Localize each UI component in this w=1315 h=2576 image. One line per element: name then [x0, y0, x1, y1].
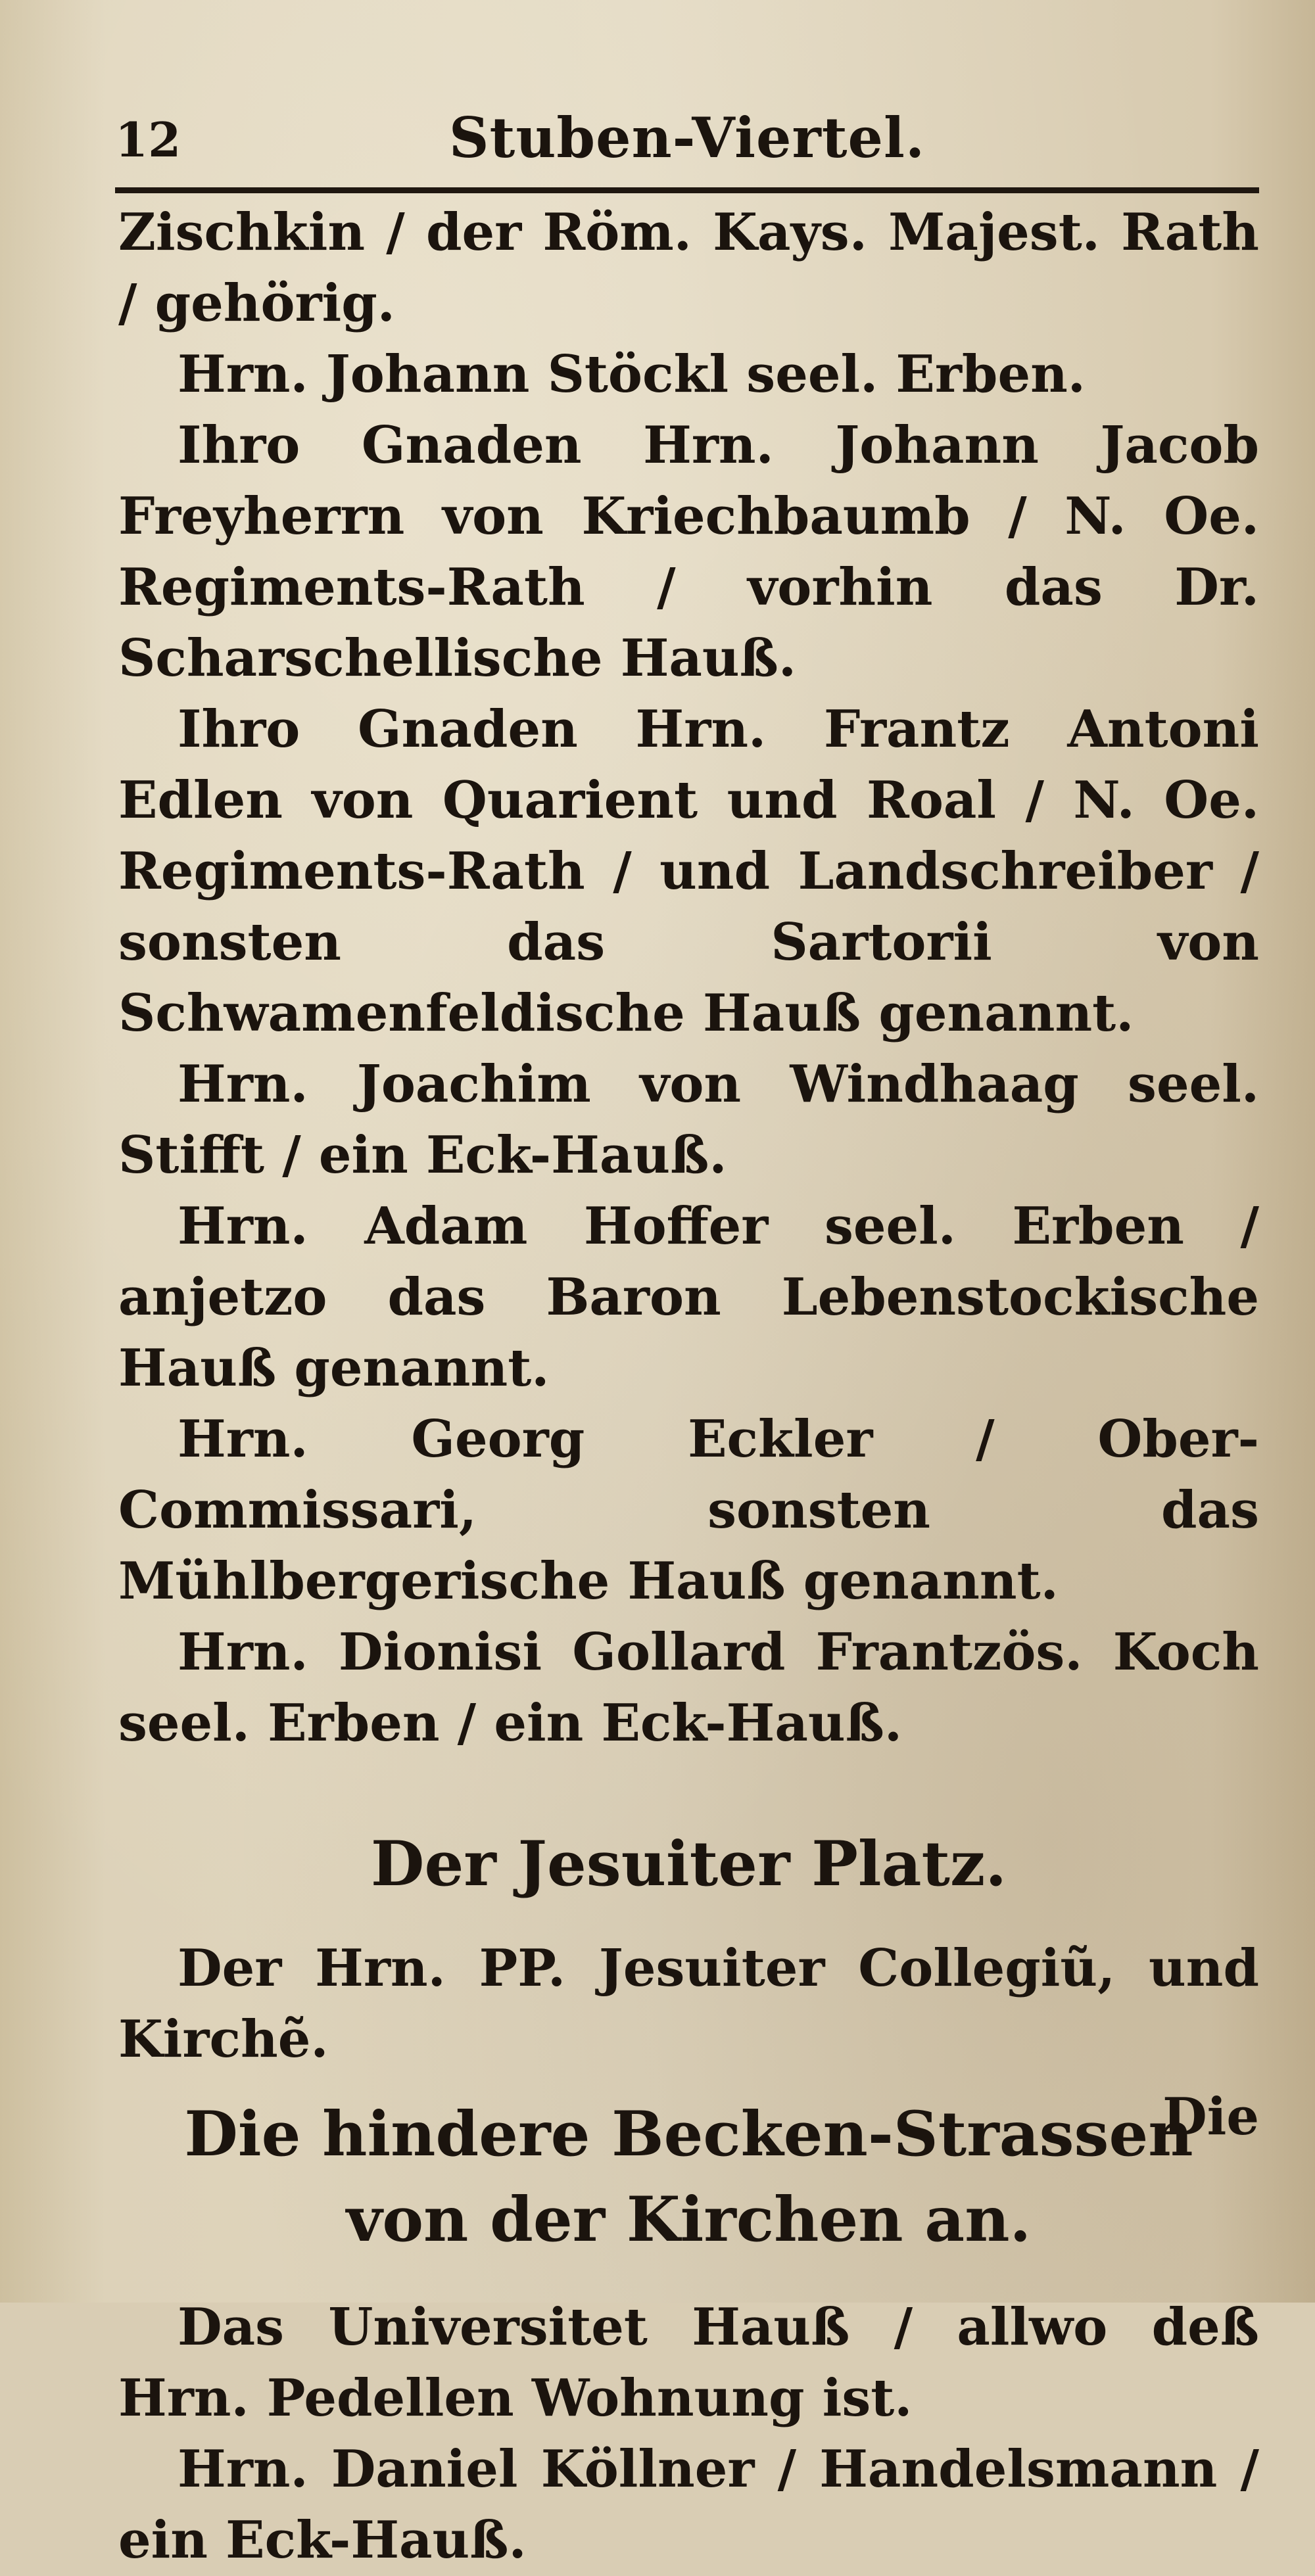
entry-continuation: Zischkin / der Röm. Kays. Majest. Rath / gehörig. [118, 202, 1259, 333]
list-item: Das Universitet Hauß / allwo deß Hrn. Pedellen Wohnung ist. [118, 2297, 1259, 2428]
list-item: Ihro Gnaden Hrn. Frantz Antoni Edlen von Quarient und Roal / N. Oe. Regiments-Rath / und Landschreiber / sonsten das Sartorii von Schwamenfeldische Hauß genannt. [118, 699, 1259, 1043]
list-item: Hrn. Johann Stöckl seel. Erben. [178, 344, 1086, 404]
page-header [115, 99, 1259, 177]
section-heading-becken-strassen: Die hindere Becken-Strassen von der Kirchen an. [184, 2098, 1193, 2256]
list-item: Hrn. Georg Eckler / Ober-Commissari, sonsten das Mühlbergerische Hauß genannt. [118, 1409, 1259, 1611]
page-number: 12 [115, 112, 181, 168]
list-item: Hrn. Adam Hoffer seel. Erben / anjetzo das Baron Lebenstockische Hauß genannt. [118, 1196, 1259, 1398]
running-title: Stuben-Viertel. [448, 105, 926, 170]
list-item: Hrn. Dionisi Gollard Frantzös. Koch seel. Erben / ein Eck-Hauß. [118, 1622, 1259, 1753]
list-item: Hrn. Joachim von Windhaag seel. Stifft / ein Eck-Hauß. [118, 1054, 1259, 1185]
list-item: Ihro Gnaden Hrn. Johann Jacob Freyherrn von Kriechbaumb / N. Oe. Regiments-Rath / vorhin das Dr. Scharschellische Hauß. [118, 415, 1259, 688]
list-item: Hrn. Daniel Köllner / Handelsmann / ein Eck-Hauß. [118, 2439, 1259, 2570]
section-heading-jesuiter-platz: Der Jesuiter Platz. [370, 1828, 1007, 1900]
header-rule [115, 187, 1259, 193]
page-content [118, 197, 1259, 2576]
catchword: Die [1162, 2087, 1259, 2147]
list-item: Der Hrn. PP. Jesuiter Collegiũ, und Kirchẽ. [118, 1938, 1259, 2069]
